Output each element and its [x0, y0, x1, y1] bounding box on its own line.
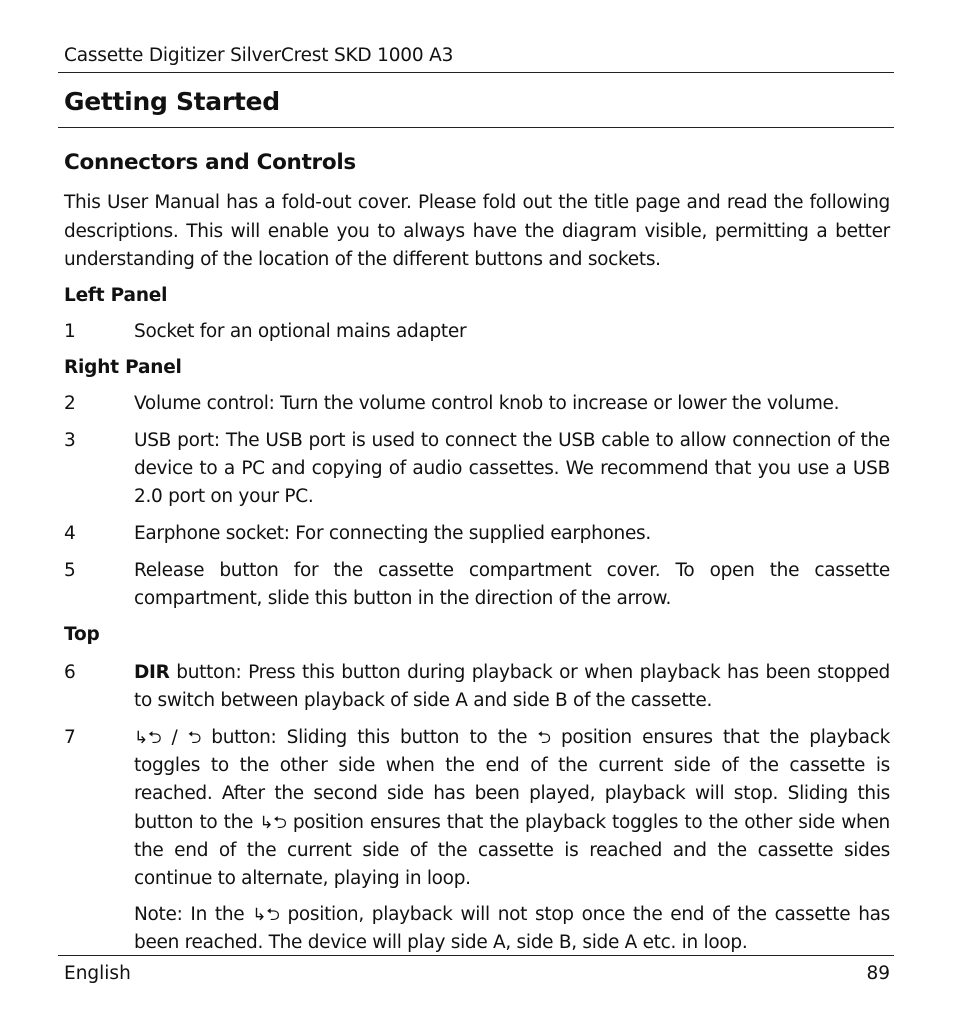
subsection-title: Connectors and Controls	[64, 150, 356, 175]
list-item	[64, 427, 890, 512]
item-number: 7	[64, 727, 76, 748]
item-text-run: /	[161, 727, 188, 748]
item-text-run: position ensures that the playback toggles to the other side when the end of the current side of the cassette is reached and the cassette sides continue to alternate, playing in loop.	[134, 811, 890, 890]
right-panel-heading: Right Panel	[64, 357, 182, 378]
list-item	[64, 557, 890, 613]
footer-rule	[58, 955, 894, 956]
footer-language: English	[64, 963, 131, 984]
intro-paragraph: This User Manual has a fold-out cover. Please fold out the title page and read the following descriptions. This will enable you to always have the diagram visible, permitting a better understanding of the location of the different buttons and sockets.	[64, 192, 890, 270]
loop-symbol-icon: ↳⮌	[252, 905, 280, 926]
item-text: Release button for the cassette compartment cover. To open the cassette compartment, slide this button in the direction of the arrow.	[134, 560, 890, 610]
item-number: 3	[64, 430, 76, 451]
section-title: Getting Started	[64, 87, 280, 116]
item-number: 6	[64, 662, 76, 683]
item-text-run: button: Sliding this button to the	[201, 727, 538, 748]
list-item	[64, 390, 890, 418]
top-panel-heading: Top	[64, 624, 100, 645]
item-number: 2	[64, 393, 76, 414]
note-run: position, playback will not stop once the end of the cassette has been reached. The device will play side A, side B, side A etc. in loop.	[134, 904, 891, 954]
item-text: Earphone socket: For connecting the supplied earphones.	[134, 523, 651, 544]
dir-label: DIR	[134, 662, 170, 683]
page-number: 89	[866, 963, 890, 984]
note-text	[134, 901, 890, 957]
item-text: Socket for an optional mains adapter	[134, 321, 467, 342]
list-item	[64, 659, 890, 715]
item-text	[134, 659, 890, 715]
item-text: USB port: The USB port is used to connect the USB cable to allow connection of the device to a PC and copying of audio cassettes. We recommend that you use a USB 2.0 port on your PC.	[134, 430, 890, 508]
item-text: Volume control: Turn the volume control knob to increase or lower the volume.	[134, 393, 840, 414]
left-panel-heading: Left Panel	[64, 285, 168, 306]
item-number: 1	[64, 321, 76, 342]
item-number: 4	[64, 523, 76, 544]
list-item	[64, 724, 890, 958]
loop-symbol-icon: ↳⮌	[259, 812, 287, 833]
item-number: 5	[64, 560, 76, 581]
note-run: Note: In the	[134, 904, 253, 926]
loop-symbol-icon: ↳⮌	[134, 728, 162, 748]
toggle-symbol-icon: ⮌	[537, 728, 551, 748]
list-item	[64, 520, 890, 548]
section-rule	[58, 127, 894, 128]
toggle-symbol-icon: ⮌	[187, 728, 202, 748]
running-header: Cassette Digitizer SilverCrest SKD 1000 A3	[64, 45, 454, 66]
header-rule	[58, 72, 894, 73]
item-text	[134, 724, 890, 893]
item-text-run: button: Press this button during playback or when playback has been stopped to switch between playback of side A and side B of the cassette.	[134, 662, 890, 712]
item-text-run: position ensures that the playback toggles to the other side when the end of the current side of the cassette is reached. After the second side has been played, playback will stop. Sliding this button to the	[134, 727, 890, 833]
list-item	[64, 318, 890, 346]
